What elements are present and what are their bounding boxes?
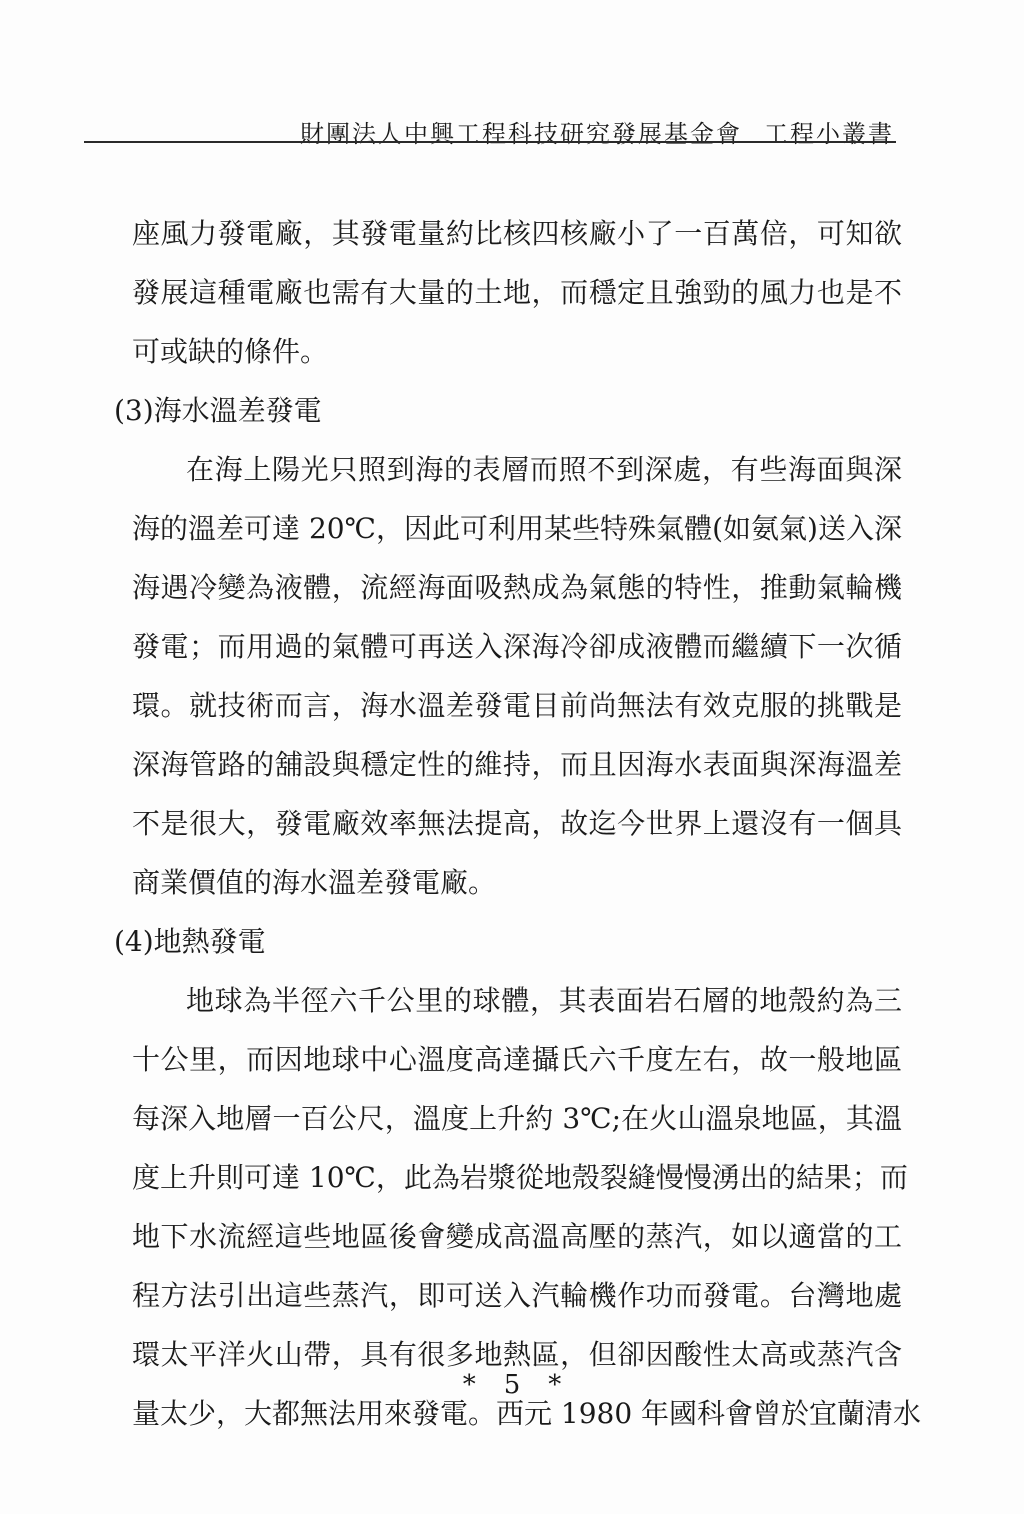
text-line: 每深入地層一百公尺，溫度上升約 3℃;在火山溫泉地區，其溫 [132,1102,902,1135]
header-series: 工程小叢書 [764,120,894,148]
body-text [114,212,922,1451]
text-line: 不是很大，發電廠效率無法提高，故迄今世界上還沒有一個具 [132,807,902,840]
text-line: 海遇冷變為液體，流經海面吸熱成為氣態的特性，推動氣輪機 [132,571,902,604]
text-line: 量太少，大都無法用來發電。西元 1980 年國科會曾於宜蘭清水 [132,1397,922,1430]
text-line: 環。就技術而言，海水溫差發電目前尚無法有效克服的挑戰是 [132,689,902,722]
text-line: 十公里，而因地球中心溫度高達攝氏六千度左右，故一般地區 [132,1043,902,1076]
running-header [300,114,894,149]
text-line: 地下水流經這些地區後會變成高溫高壓的蒸汽，如以適當的工 [132,1220,902,1253]
section-3 [114,389,902,920]
page-number: 5 [503,1370,521,1400]
text-line: 環太平洋火山帶，具有很多地熱區，但卻因酸性太高或蒸汽含 [132,1338,902,1371]
footer-asterisk-right: * [548,1370,562,1400]
page-footer [0,1370,1024,1400]
text-line: 地球為半徑六千公里的球體，其表面岩石層的地殼約為三 [186,984,902,1017]
text-line: 發電；而用過的氣體可再送入深海冷卻成液體而繼續下一次循 [132,630,902,663]
text-line: 海的溫差可達 20℃，因此可利用某些特殊氣體(如氨氣)送入深 [132,512,902,545]
text-line: 可或缺的條件。 [132,335,329,368]
text-line: 度上升則可達 10℃，此為岩漿從地殼裂縫慢慢湧出的結果；而 [132,1161,908,1194]
paragraph-continued [132,212,902,389]
text-line: 座風力發電廠，其發電量約比核四核廠小了一百萬倍，可知欲 [132,217,902,250]
section-heading: (3)海水溫差發電 [114,394,322,427]
section-heading: (4)地熱發電 [114,925,266,958]
text-line: 程方法引出這些蒸汽，即可送入汽輪機作功而發電。台灣地處 [132,1279,902,1312]
text-line: 發展這種電廠也需有大量的土地，而穩定且強勁的風力也是不 [132,276,902,309]
text-line: 深海管路的舖設與穩定性的維持，而且因海水表面與深海溫差 [132,748,902,781]
text-line: 在海上陽光只照到海的表層而照不到深處，有些海面與深 [186,453,902,486]
header-publisher: 財團法人中興工程科技研究發展基金會 [300,120,742,148]
footer-asterisk-left: * [462,1370,476,1400]
header-rule [84,141,896,143]
text-line: 商業價值的海水溫差發電廠。 [132,866,497,899]
